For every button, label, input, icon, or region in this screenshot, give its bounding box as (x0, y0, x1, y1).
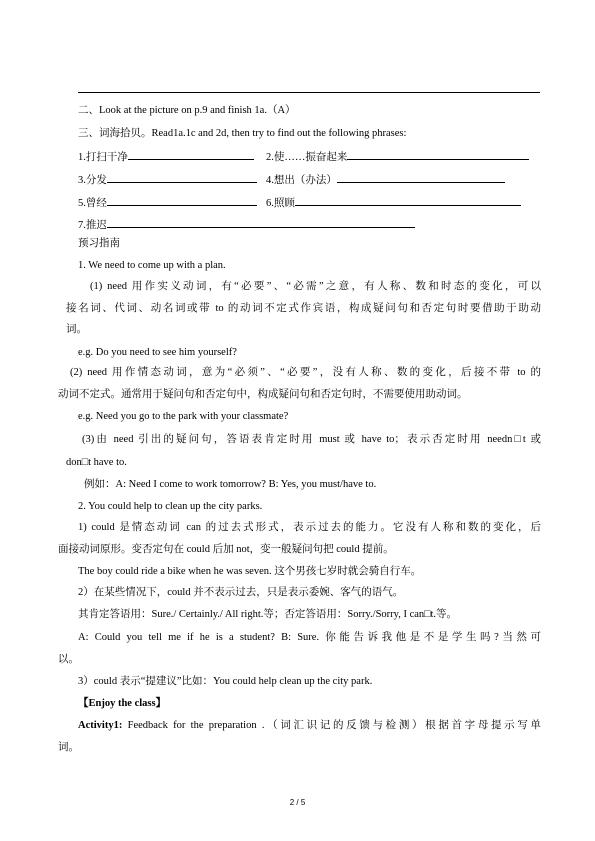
section-2-instruction: 二、Look at the picture on p.9 and finish 1a.（A） (78, 105, 296, 116)
point-1-sub3-line2: don□t have to. (66, 457, 127, 468)
point-1-sub2-line2: 动词不定式。通常用于疑问句和否定句中，构成疑问句和否定句时，不需要使用助动词。 (58, 389, 468, 400)
phrase-7 (78, 216, 415, 232)
section-3-instruction: 三、词海拾贝。Read1a.1c and 2d, then try to find out the following phrases: (78, 128, 407, 139)
point-1-sub1-line1: (1) need 用作实义动词，有“必要”、“必需”之意，有人称、数和时态的变化，可以 (90, 281, 541, 292)
phrase-3 (78, 171, 257, 187)
phrase-7-label: 7.推迟 (78, 220, 107, 231)
phrase-1 (78, 148, 254, 164)
phrase-6 (266, 194, 521, 210)
phrase-1-label: 1.打扫干净 (78, 152, 128, 163)
point-1-heading: 1. We need to come up with a plan. (78, 260, 226, 271)
point-1-sub3-line1: (3)由 need 引出的疑问句，答语表肯定时用 must 或 have to；表示否定时用 needn□t 或 (82, 434, 541, 445)
guide-title: 预习指南 (78, 238, 120, 249)
phrase-1-blank[interactable] (128, 148, 254, 160)
phrase-2-label: 2.使……振奋起来 (266, 152, 348, 163)
point-1-sub1-line3: 词。 (66, 324, 87, 335)
activity-1-line1 (78, 719, 541, 732)
point-2-sub1-line1: 1) could 是情态动词 can 的过去式形式，表示过去的能力。它没有人称和数的变化，后 (78, 522, 541, 533)
point-1-example-1: e.g. Do you need to see him yourself? (78, 347, 237, 358)
point-1-sub1-line2: 接名词、代词、动名词或带 to 的动词不定式作宾语，构成疑问句和否定句时要借助于助动 (66, 303, 541, 314)
point-2-example-1: The boy could ride a bike when he was seven. 这个男孩七岁时就会骑自行车。 (78, 566, 422, 577)
phrase-3-blank[interactable] (107, 171, 257, 183)
point-1-sub2-line1: (2) need 用作情态动词，意为“必须”、“必要”，没有人称、数的变化，后接不带 to 的 (70, 367, 541, 378)
page-number: 2 / 5 (289, 798, 306, 807)
activity-1-text: Feedback for the preparation .（词汇识记的反馈与检测）根据首字母提示写单 (122, 720, 541, 731)
point-1-example-dialog: 例如：A: Need I come to work tomorrow? B: Yes, you must/have to. (84, 479, 377, 490)
phrase-5-label: 5.曾经 (78, 198, 107, 209)
phrase-4-blank[interactable] (337, 171, 505, 183)
phrase-2 (266, 148, 529, 164)
phrase-4 (266, 171, 505, 187)
point-2-replies: 其肯定答语用：Sure./ Certainly./ All right.等；否定答语用：Sorry./Sorry, I can□t.等。 (78, 609, 458, 620)
activity-1-line2: 词。 (58, 742, 79, 753)
phrase-6-label: 6.照顾 (266, 198, 295, 209)
phrase-6-blank[interactable] (295, 194, 521, 206)
phrase-5 (78, 194, 257, 210)
phrase-5-blank[interactable] (107, 194, 257, 206)
point-2-heading: 2. You could help to clean up the city parks. (78, 501, 263, 512)
point-2-sub1-line2: 面接动词原形。变否定句在 could 后加 not，变一般疑问句把 could 提前。 (58, 544, 394, 555)
point-2-dialog-line1: A: Could you tell me if he is a student? B: Sure. 你能告诉我他是不是学生吗?当然可 (78, 632, 541, 643)
phrase-2-blank[interactable] (347, 148, 529, 160)
point-2-sub2: 2）在某些情况下，could 并不表示过去，只是表示委婉、客气的语气。 (78, 587, 404, 598)
phrase-4-label: 4.想出（办法） (266, 175, 337, 186)
activity-1-label: Activity1: (78, 720, 123, 731)
point-1-example-2: e.g. Need you go to the park with your classmate? (78, 411, 289, 422)
point-2-sub3: 3）could 表示“提建议”比如：You could help clean up the city park. (78, 676, 373, 687)
enjoy-class-heading: 【Enjoy the class】 (78, 698, 167, 709)
top-rule (78, 92, 540, 93)
point-2-dialog-line2: 以。 (58, 654, 79, 665)
phrase-7-blank[interactable] (107, 216, 415, 228)
phrase-3-label: 3.分发 (78, 175, 107, 186)
